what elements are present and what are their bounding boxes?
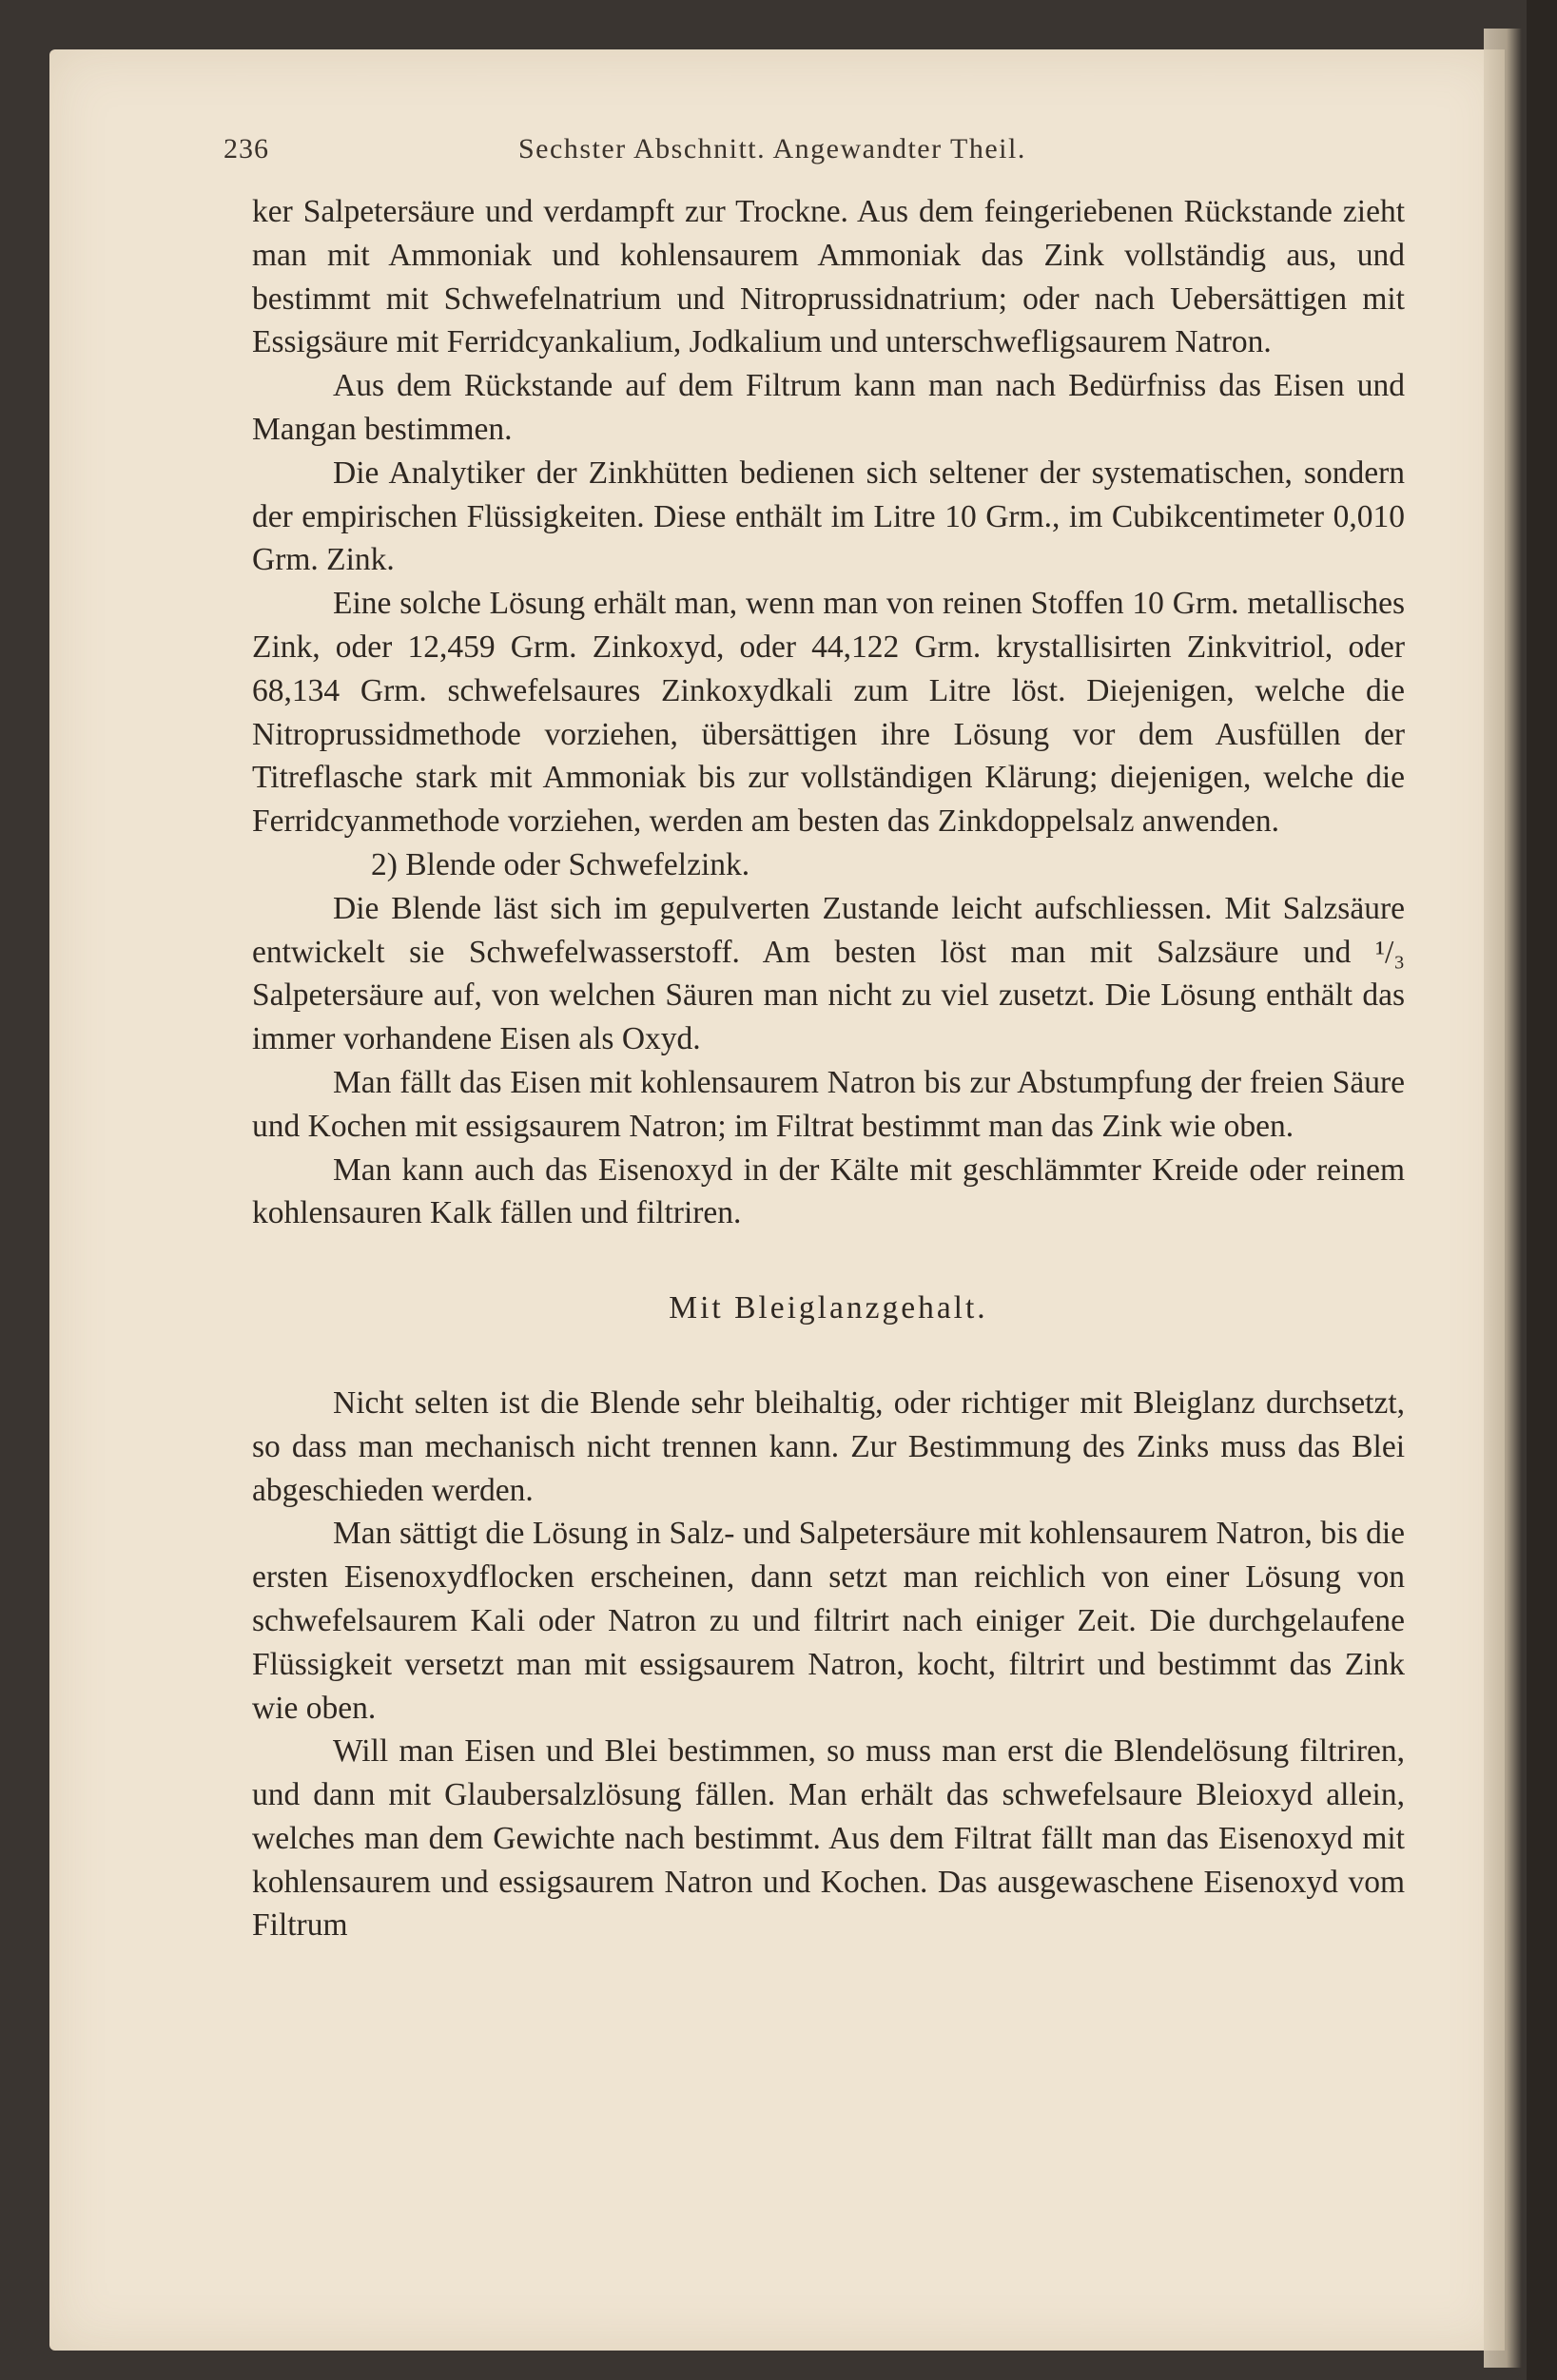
page-edge (1484, 29, 1522, 2368)
body-text (252, 190, 1405, 1947)
paragraph: ker Salpetersäure und verdampft zur Trockne. Aus dem feingeriebenen Rückstande zieht man mit Ammoniak und kohlensaurem Ammoniak das Zink vollständig aus, und bestimmt mit Schwefelnatrium und Nitroprussidnatrium; oder nach Uebersättigen mit Essigsäure mit Ferridcyankalium, Jodkalium und unterschwefligsaurem Natron. (252, 194, 1405, 360)
binding-shadow (1527, 0, 1557, 2380)
paragraph: Die Blende läst sich im gepulverten Zustande leicht aufschliessen. Mit Salzsäure entwickelt sie Schwefelwasserstoff. Am besten löst man mit Salzsäure und ¹/₃ Salpetersäure auf, von welchen Säuren man nicht zu viel zusetzt. Die Lösung enthält das immer vorhandene Eisen als Oxyd. (252, 890, 1405, 1057)
page-number: 236 (224, 133, 269, 164)
paragraph: Man kann auch das Eisenoxyd in der Kälte mit geschlämmter Kreide oder reinem kohlensauren Kalk fällen und filtriren. (252, 1151, 1405, 1231)
section-item: 2) Blende oder Schwefelzink. (371, 846, 750, 882)
paragraph: Aus dem Rückstande auf dem Filtrum kann man nach Bedürfniss das Eisen und Mangan bestimmen. (252, 368, 1405, 447)
paragraph: Die Analytiker der Zinkhütten bedienen sich seltener der systematischen, sondern der empirischen Flüssigkeiten. Diese enthält im Litre 10 Grm., im Cubikcentimeter 0,010 Grm. Zink. (252, 455, 1405, 578)
paragraph: Eine solche Lösung erhält man, wenn man von reinen Stoffen 10 Grm. metallisches Zink, oder 12,459 Grm. Zinkoxyd, oder 44,122 Grm. krystallisirten Zinkvitriol, oder 68,134 Grm. schwefelsaures Zinkoxydkali zum Litre löst. Diejenigen, welche die Nitroprussidmethode vorziehen, übersättigen ihre Lösung vor dem Ausfüllen der Titreflasche stark mit Ammoniak bis zur vollständigen Klärung; diejenigen, welche die Ferridcyanmethode vorziehen, werden am besten das Zinkdoppelsalz anwenden. (252, 586, 1405, 840)
paragraph: Will man Eisen und Blei bestimmen, so muss man erst die Blendelösung filtriren, und dann mit Glaubersalzlösung fällen. Man erhält das schwefelsaure Bleioxyd allein, welches man dem Gewichte nach bestimmt. Aus dem Filtrat fällt man das Eisenoxyd mit kohlensaurem und essigsaurem Natron und Kochen. Das ausgewaschene Eisenoxyd vom Filtrum (252, 1733, 1405, 1944)
section-heading: Mit Bleiglanzgehalt. (669, 1290, 988, 1326)
running-title: Sechster Abschnitt. Angewandter Theil. (518, 133, 1026, 164)
paragraph: Man fällt das Eisen mit kohlensaurem Natron bis zur Abstumpfung der freien Säure und Kochen mit essigsaurem Natron; im Filtrat bestimmt man das Zink wie oben. (252, 1064, 1405, 1144)
running-head (224, 133, 1412, 181)
paragraph: Man sättigt die Lösung in Salz- und Salpetersäure mit kohlensaurem Natron, bis die ersten Eisenoxydflocken erscheinen, dann setzt man reichlich von einer Lösung von schwefelsaurem Kali oder Natron zu und filtrirt nach einiger Zeit. Die durchgelaufene Flüssigkeit versetzt man mit essigsaurem Natron, kocht, filtrirt und bestimmt das Zink wie oben. (252, 1516, 1405, 1726)
paragraph: Nicht selten ist die Blende sehr bleihaltig, oder richtiger mit Bleiglanz durchsetzt, so dass man mechanisch nicht trennen kann. Zur Bestimmung des Zinks muss das Blei abgeschieden werden. (252, 1384, 1405, 1508)
